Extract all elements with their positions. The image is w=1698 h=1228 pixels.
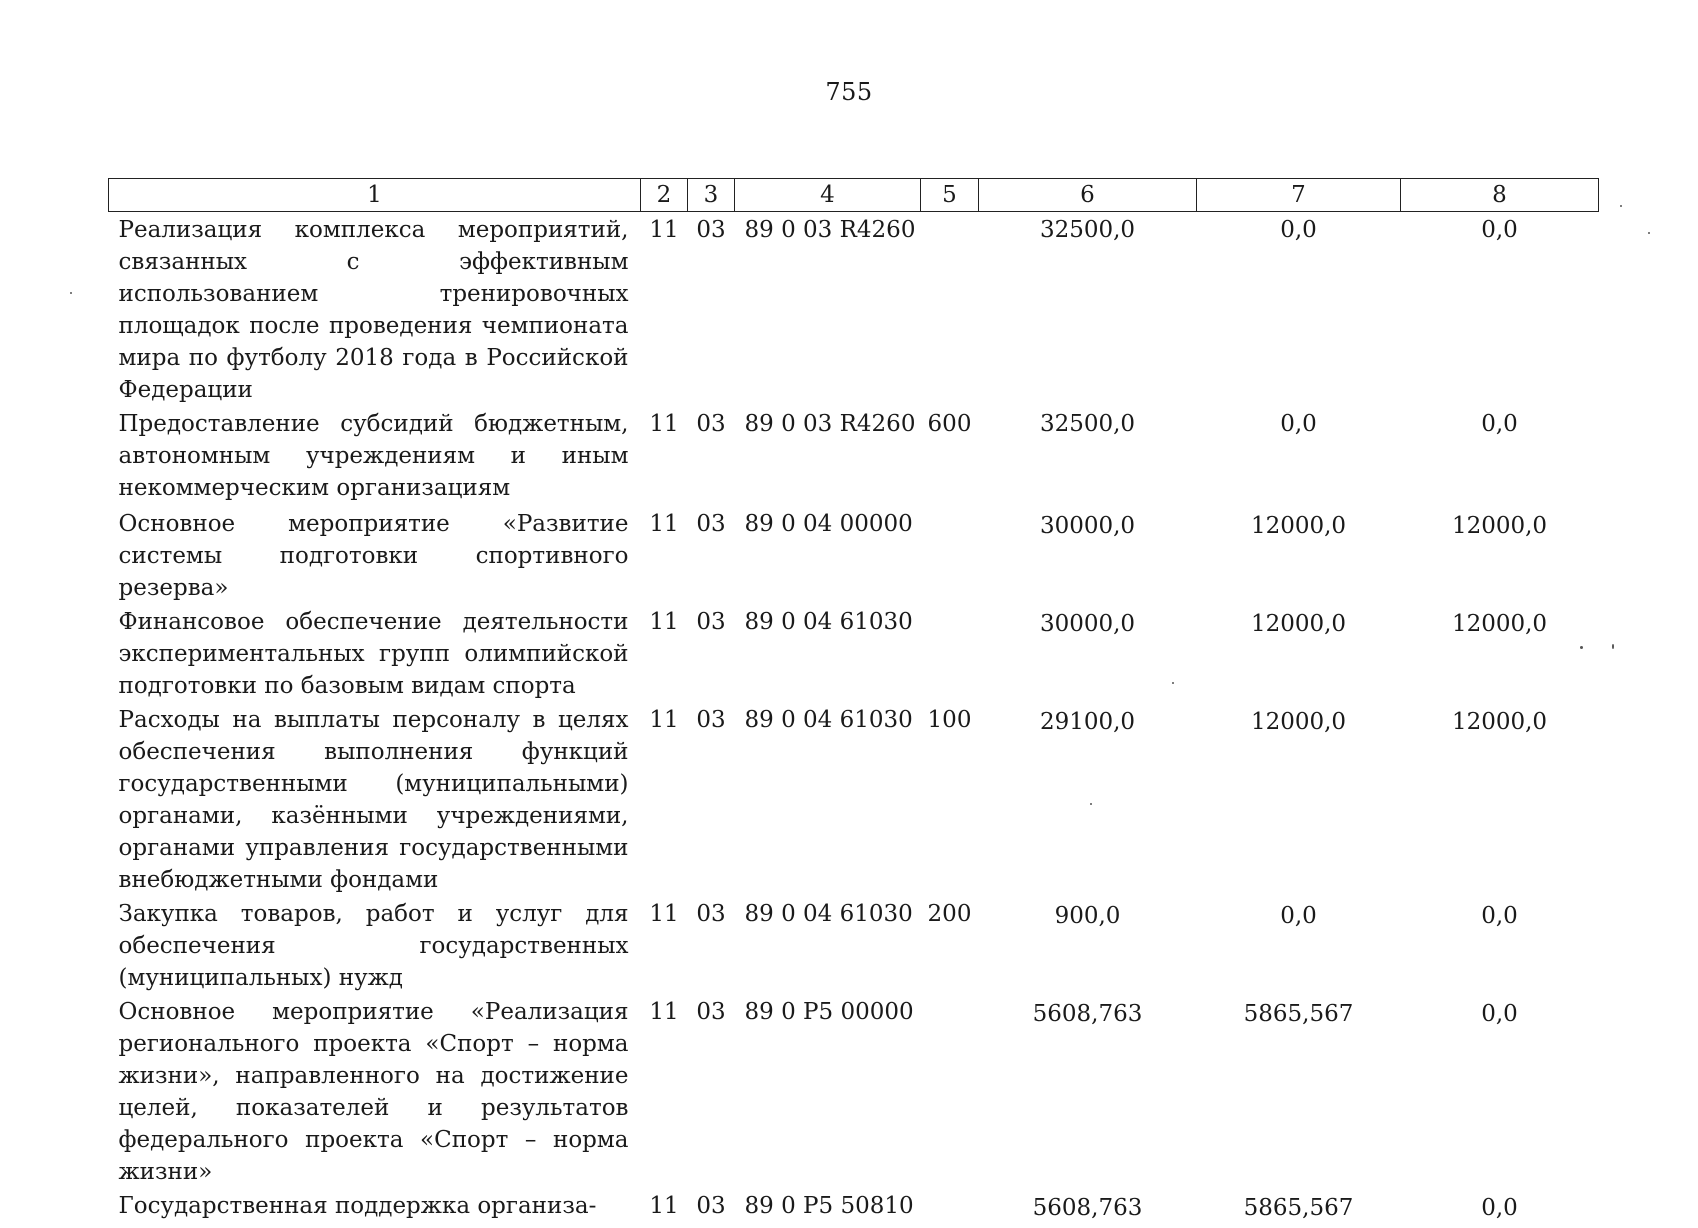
subsection-code: 03 (696, 609, 726, 635)
scan-speck (1090, 803, 1092, 805)
scan-speck (1612, 644, 1614, 649)
amount-col6: 30000,0 (1039, 611, 1136, 637)
amount-col8: 0,0 (1481, 903, 1518, 929)
subsection-code: 03 (696, 411, 726, 437)
subsection-code: 03 (696, 999, 726, 1025)
header-cell: 6 (979, 179, 1197, 212)
section-code: 11 (649, 901, 679, 927)
amount-col7: 12000,0 (1250, 709, 1347, 735)
row-name: Финансовое обеспечение деятельности экспериментальных групп олимпийской подготовки по базовым видам спорта (118, 609, 629, 699)
target-article-code: 89 0 04 61030 (744, 707, 913, 733)
amount-col8: 0,0 (1481, 1001, 1518, 1027)
amount-col7: 5865,567 (1243, 1001, 1354, 1027)
table-row (109, 506, 1599, 604)
amount-col7: 5865,567 (1243, 1195, 1354, 1221)
amount-col8: 12000,0 (1451, 513, 1548, 539)
section-code: 11 (649, 609, 679, 635)
subsection-code: 03 (696, 707, 726, 733)
header-cell: 1 (109, 179, 641, 212)
expense-type-code (921, 506, 979, 604)
subsection-code: 03 (696, 1193, 726, 1219)
scan-speck (1172, 682, 1174, 684)
page-number: 755 (825, 78, 873, 106)
subsection-code: 03 (696, 901, 726, 927)
table-row (109, 604, 1599, 702)
header-cell: 8 (1401, 179, 1599, 212)
table-row (109, 994, 1599, 1188)
amount-col6: 5608,763 (1032, 1001, 1143, 1027)
amount-col6: 900,0 (1054, 903, 1121, 929)
table-row (109, 1188, 1599, 1228)
section-code: 11 (649, 999, 679, 1025)
table-row (109, 896, 1599, 994)
expense-type-code: 600 (927, 411, 972, 437)
scan-speck (1580, 646, 1583, 649)
amount-col6: 32500,0 (1039, 217, 1136, 243)
section-code: 11 (649, 511, 679, 537)
section-code: 11 (649, 1193, 679, 1219)
budget-table (108, 178, 1599, 1228)
section-code: 11 (649, 217, 679, 243)
header-cell: 5 (921, 179, 979, 212)
expense-type-code (921, 604, 979, 702)
scan-speck (70, 292, 72, 294)
target-article-code: 89 0 04 61030 (744, 609, 913, 635)
amount-col7: 12000,0 (1250, 611, 1347, 637)
amount-col8: 12000,0 (1451, 611, 1548, 637)
row-name: Основное мероприятие «Развитие системы подготовки спортивного резерва» (118, 511, 629, 601)
expense-type-code (921, 212, 979, 407)
header-cell: 7 (1197, 179, 1401, 212)
amount-col7: 12000,0 (1250, 513, 1347, 539)
section-code: 11 (649, 411, 679, 437)
amount-col7: 0,0 (1280, 903, 1317, 929)
target-article-code: 89 0 03 R4260 (744, 411, 916, 437)
expense-type-code (921, 994, 979, 1188)
amount-col6: 32500,0 (1039, 411, 1136, 437)
table-row (109, 212, 1599, 407)
scan-speck (1648, 232, 1650, 234)
subsection-code: 03 (696, 511, 726, 537)
target-article-code: 89 0 04 61030 (744, 901, 913, 927)
expense-type-code: 200 (927, 901, 972, 927)
amount-col8: 12000,0 (1451, 709, 1548, 735)
row-name: Государственная поддержка организа- (118, 1193, 597, 1219)
subsection-code: 03 (696, 217, 726, 243)
table-row (109, 702, 1599, 896)
expense-type-code: 100 (927, 707, 972, 733)
amount-col6: 29100,0 (1039, 709, 1136, 735)
amount-col7: 0,0 (1280, 411, 1317, 437)
amount-col8: 0,0 (1481, 217, 1518, 243)
section-code: 11 (649, 707, 679, 733)
target-article-code: 89 0 03 R4260 (744, 217, 916, 243)
header-cell: 3 (688, 179, 735, 212)
row-name: Предоставление субсидий бюджетным, автономным учреждениям и иным некоммерческим организациям (118, 411, 629, 501)
table-row (109, 406, 1599, 506)
amount-col6: 5608,763 (1032, 1195, 1143, 1221)
row-name: Реализация комплекса мероприятий, связанных с эффективным использованием тренировочных площадок после проведения чемпионата мира по футболу 2018 года в Российской Федерации (118, 217, 629, 403)
amount-col6: 30000,0 (1039, 513, 1136, 539)
row-name: Закупка товаров, работ и услуг для обеспечения государственных (муниципальных) нужд (118, 901, 629, 991)
expense-type-code (921, 1188, 979, 1228)
header-row (109, 179, 1599, 212)
scan-speck (1620, 205, 1622, 207)
header-cell: 2 (641, 179, 688, 212)
row-name: Основное мероприятие «Реализация регионального проекта «Спорт – норма жизни», направленного на достижение целей, показателей и результатов федерального проекта «Спорт – норма жизни» (118, 999, 629, 1185)
target-article-code: 89 0 P5 00000 (744, 999, 914, 1025)
target-article-code: 89 0 04 00000 (744, 511, 913, 537)
amount-col7: 0,0 (1280, 217, 1317, 243)
amount-col8: 0,0 (1481, 1195, 1518, 1221)
target-article-code: 89 0 P5 50810 (744, 1193, 914, 1219)
amount-col8: 0,0 (1481, 411, 1518, 437)
row-name: Расходы на выплаты персоналу в целях обеспечения выполнения функций государственными (муниципальными) органами, казёнными учреждениями, органами управления государственными внебюджетными фондами (118, 707, 629, 893)
header-cell: 4 (735, 179, 921, 212)
